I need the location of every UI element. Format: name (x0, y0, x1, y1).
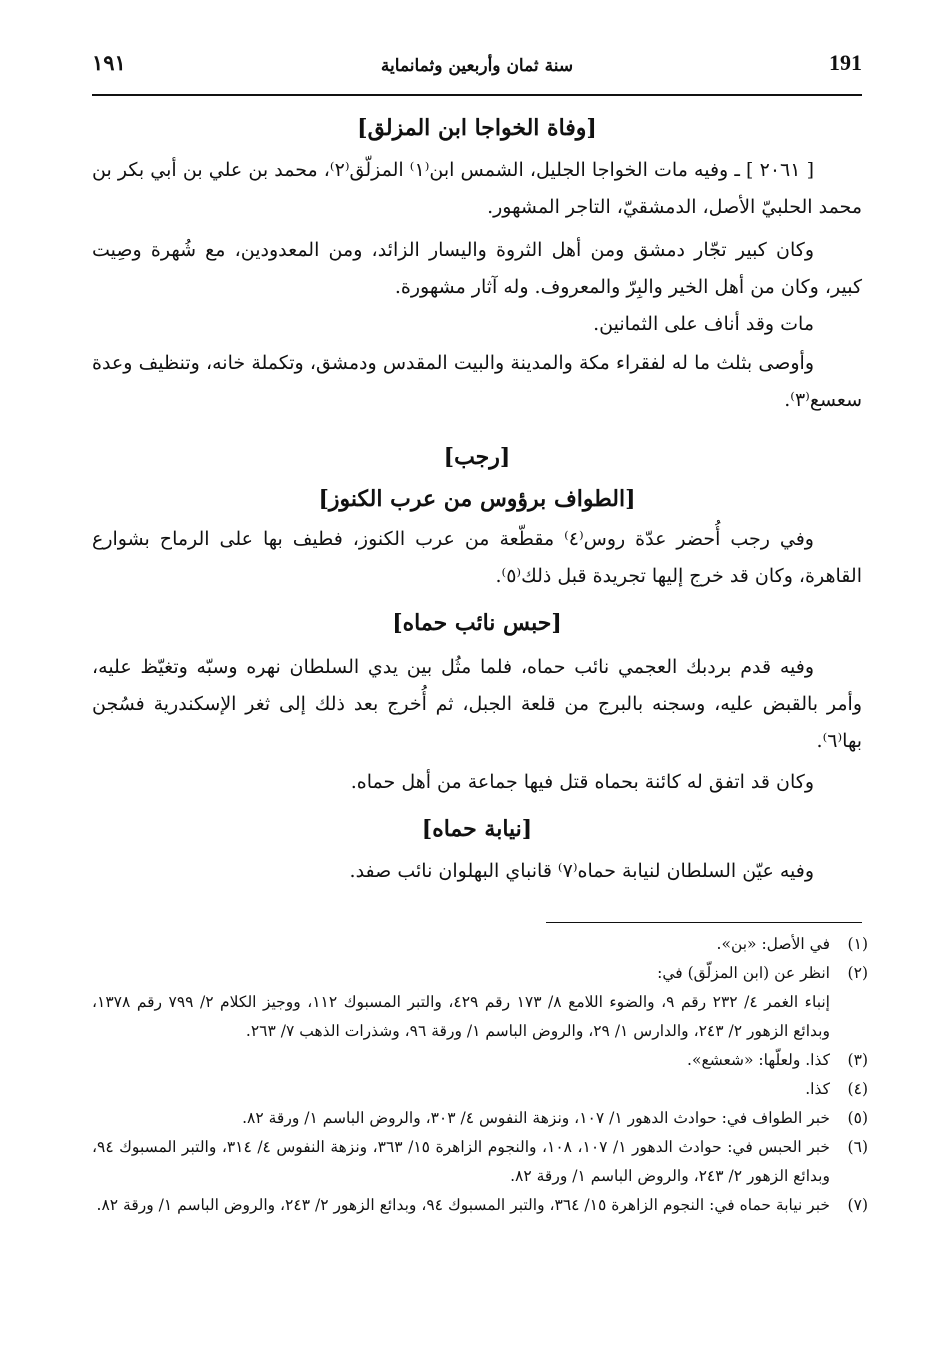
footnote (92, 1191, 868, 1220)
footnote-rule (546, 922, 862, 923)
footnote-text: في الأصل: «بن». (716, 935, 830, 953)
section-heading: [الطواف برؤوس من عرب الكنوز] (318, 486, 636, 512)
footnote (92, 959, 868, 988)
paragraph: وكان قد اتفق له كائنة بحماه قتل فيها جماعة من أهل حماه. (350, 771, 814, 793)
page-number-arabic: ١٩١ (92, 50, 126, 75)
month-heading: [رجب] (443, 444, 511, 470)
footnote (92, 1104, 868, 1133)
footnote-number: (٦) (847, 1138, 868, 1156)
footnote (92, 930, 868, 959)
footnote (92, 1133, 868, 1191)
footnote-text: انظر عن (ابن المزلّق) في: (657, 964, 830, 982)
footnote-text: كذا. ولعلّها: «شعشع». (687, 1051, 830, 1069)
footnote (92, 988, 868, 1046)
paragraph: وكان كبير تجّار دمشق ومن أهل الثروة واليسار الزائد، ومن المعدودين، مع شُهرة وصِيت كبير، وكان من أهل الخير والبِرّ والمعروف. وله آثار مشهورة. (92, 239, 862, 298)
footnote-text: إنباء الغمر ٤/ ٢٣٢ رقم ٩، والضوء اللامع ٨/ ١٧٣ رقم ٤٢٩، والتبر المسبوك ١١٢، ووجيز الكلام ٢/ ٧٩٩ رقم ١٣٧٨، وبدائع الزهور ٢/ ٢٤٣، والدارس ١/ ٢٩، والروض الباسم ١/ ورقة ٩٦، وشذرات الذهب ٧/ ٢٦٣. (92, 993, 830, 1040)
paragraph: وأوصى بثلث ما له لفقراء مكة والمدينة والبيت المقدس ودمشق، وتكملة خانه، وتنظيف وعدة سعسع⁽٣⁾. (92, 352, 862, 411)
footnotes (92, 930, 868, 1220)
footnote-number: (١) (847, 935, 868, 953)
section-heading: [حبس نائب حماه] (392, 610, 562, 636)
main-text (92, 108, 862, 890)
footnote-number: (٥) (847, 1109, 868, 1127)
paragraph: وفيه قدم بردبك العجمي نائب حماه، فلما مثُل بين يدي السلطان نهره وسبّه وتغيّظ عليه، وأمر بالقبض عليه، وسجنه بالبرج من قلعة الجبل، ثم أُخرج بعد ذلك إلى ثغر الإسكندرية فسُجن بها⁽٦⁾. (92, 656, 862, 752)
footnote (92, 1075, 868, 1104)
running-header (92, 48, 862, 92)
footnote-number (830, 988, 868, 1046)
header-rule (92, 94, 862, 96)
section-heading: [وفاة الخواجا ابن المزلق] (357, 115, 597, 141)
footnote-text: خبر الحبس في: حوادث الدهور ١/ ١٠٧، ١٠٨، والنجوم الزاهرة ١٥/ ٣٦٣، ونزهة النفوس ٤/ ٣١٤، والتبر المسبوك ٩٤، وبدائع الزهور ٢/ ٢٤٣، والروض الباسم ١/ ورقة ٨٢. (92, 1138, 831, 1185)
paragraph: وفيه عيّن السلطان لنيابة حماه⁽٧⁾ قانباي البهلوان نائب صفد. (349, 860, 814, 882)
running-title: سنة ثمان وأربعين وثمانماية (380, 56, 574, 76)
paragraph: وفي رجب أُحضر عدّة روس⁽٤⁾ مقطّعة من عرب الكنوز، فطيف بها على الرماح بشوارع القاهرة، وكان قد خرج إليها تجريدة قبل ذلك⁽٥⁾. (92, 528, 862, 587)
footnote-text: خبر الطواف في: حوادث الدهور ١/ ١٠٧، ونزهة النفوس ٤/ ٣٠٣، والروض الباسم ١/ ورقة ٨٢. (242, 1109, 830, 1127)
footnote-number: (٣) (847, 1051, 868, 1069)
paragraph: مات وقد أناف على الثمانين. (593, 313, 814, 335)
footnote-text: كذا. (805, 1080, 830, 1098)
footnote-number: (٢) (847, 964, 868, 982)
section-heading: [نيابة حماه] (421, 816, 533, 842)
footnote (92, 1046, 868, 1075)
footnote-text: خبر نيابة حماه في: النجوم الزاهرة ١٥/ ٣٦٤، والتبر المسبوك ٩٤، وبدائع الزهور ٢/ ٢٤٣، والروض الباسم ١/ ورقة ٨٢. (96, 1196, 830, 1214)
footnote-number: (٧) (847, 1196, 868, 1214)
footnote-number: (٤) (847, 1080, 868, 1098)
paragraph: [ ٢٠٦١ ] ـ وفيه مات الخواجا الجليل، الشمس ابن⁽١⁾ المزلّق⁽٢⁾، محمد بن علي بن أبي بكر بن محمد الحلبيّ الأصل، الدمشقيّ، التاجر المشهور. (92, 159, 862, 218)
page-number-latin: 191 (829, 50, 862, 75)
